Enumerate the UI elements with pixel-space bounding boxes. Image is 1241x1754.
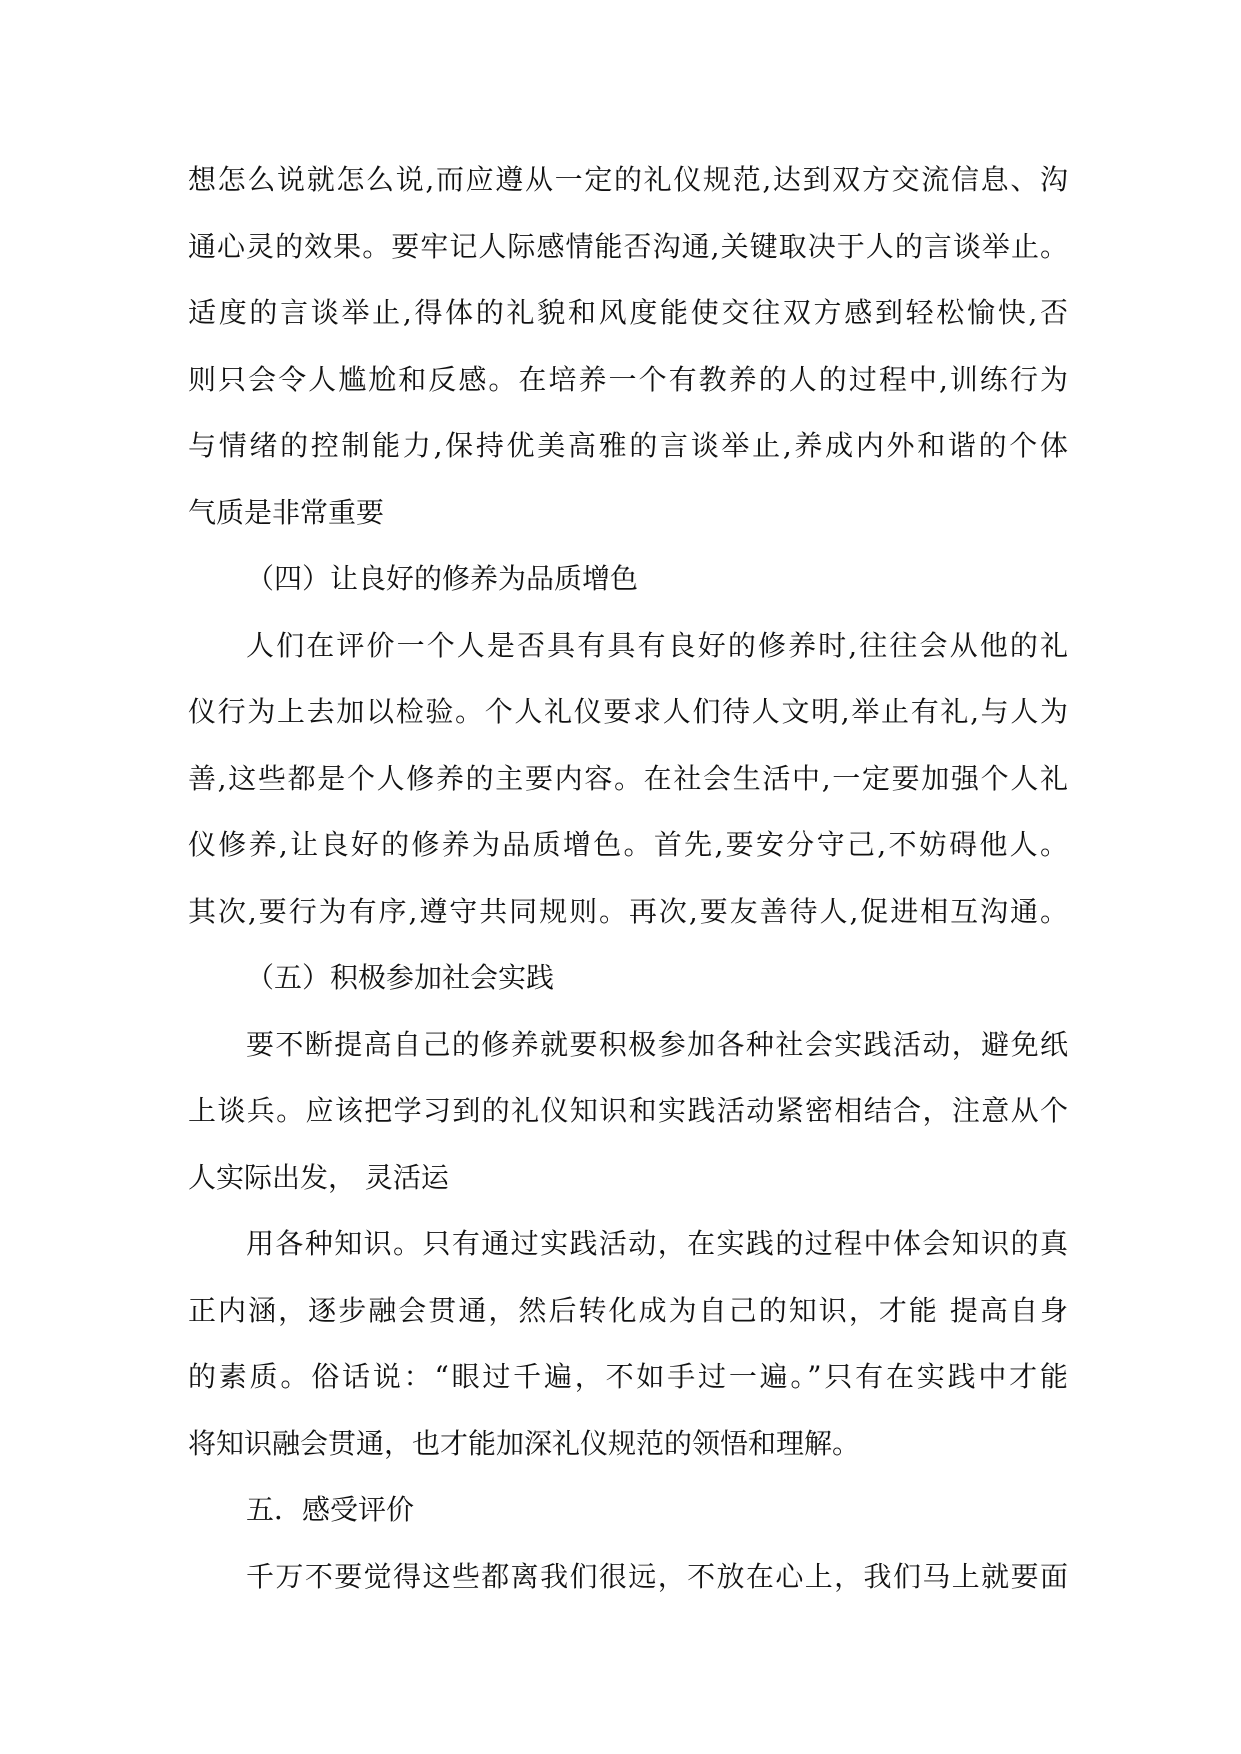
text-line: 仪行为上去加以检验。个人礼仪要求人们待人文明,举止有礼,与人为 (188, 695, 1068, 728)
text-line: 正内涵，逐步融会贯通，然后转化成为自己的知识，才能 提高自身 (188, 1293, 1068, 1327)
text-line: 善,这些都是个人修养的主要内容。在社会生活中,一定要加强个人礼 (188, 761, 1068, 795)
section-heading: （四）让良好的修养为品质增色 (246, 562, 639, 595)
text-line: 其次,要行为有序,遵守共同规则。再次,要友善待人,促进相互沟通。 (188, 894, 1068, 928)
text-line: 将知识融会贯通，也才能加深礼仪规范的领悟和理解。 (188, 1426, 861, 1460)
text-line: 用各种知识。只有通过实践活动，在实践的过程中体会知识的真 (246, 1227, 1068, 1260)
text-line: 适度的言谈举止,得体的礼貌和风度能使交往双方感到轻松愉快,否 (188, 296, 1068, 329)
text-line: 人实际出发， 灵活运 (188, 1160, 449, 1194)
text-line: 要不断提高自己的修养就要积极参加各种社会实践活动，避免纸 (246, 1027, 1068, 1061)
text-line: 上谈兵。应该把学习到的礼仪知识和实践活动紧密相结合，注意从个 (188, 1094, 1068, 1127)
text-line: 则只会令人尴尬和反感。在培养一个有教养的人的过程中,训练行为 (188, 362, 1068, 396)
body-text (188, 158, 1068, 1621)
text-line: 千万不要觉得这些都离我们很远，不放在心上，我们马上就要面 (246, 1559, 1068, 1593)
text-line: 气质是非常重要 (188, 495, 385, 529)
section-heading: 五．感受评价 (246, 1493, 415, 1526)
text-line: 仪修养,让良好的修养为品质增色。首先,要安分守己,不妨碍他人。 (188, 828, 1068, 861)
text-line: 人们在评价一个人是否具有具有良好的修养时,往往会从他的礼 (246, 628, 1068, 662)
section-heading: （五）积极参加社会实践 (246, 961, 555, 994)
text-line: 与情绪的控制能力,保持优美高雅的言谈举止,养成内外和谐的个体 (188, 429, 1068, 462)
text-line: 想怎么说就怎么说,而应遵从一定的礼仪规范,达到双方交流信息、沟 (188, 163, 1068, 196)
text-line: 的素质。俗话说：“眼过千遍，不如手过一遍。”只有在实践中才能 (188, 1360, 1068, 1393)
text-line: 通心灵的效果。要牢记人际感情能否沟通,关键取决于人的言谈举止。 (188, 229, 1068, 263)
